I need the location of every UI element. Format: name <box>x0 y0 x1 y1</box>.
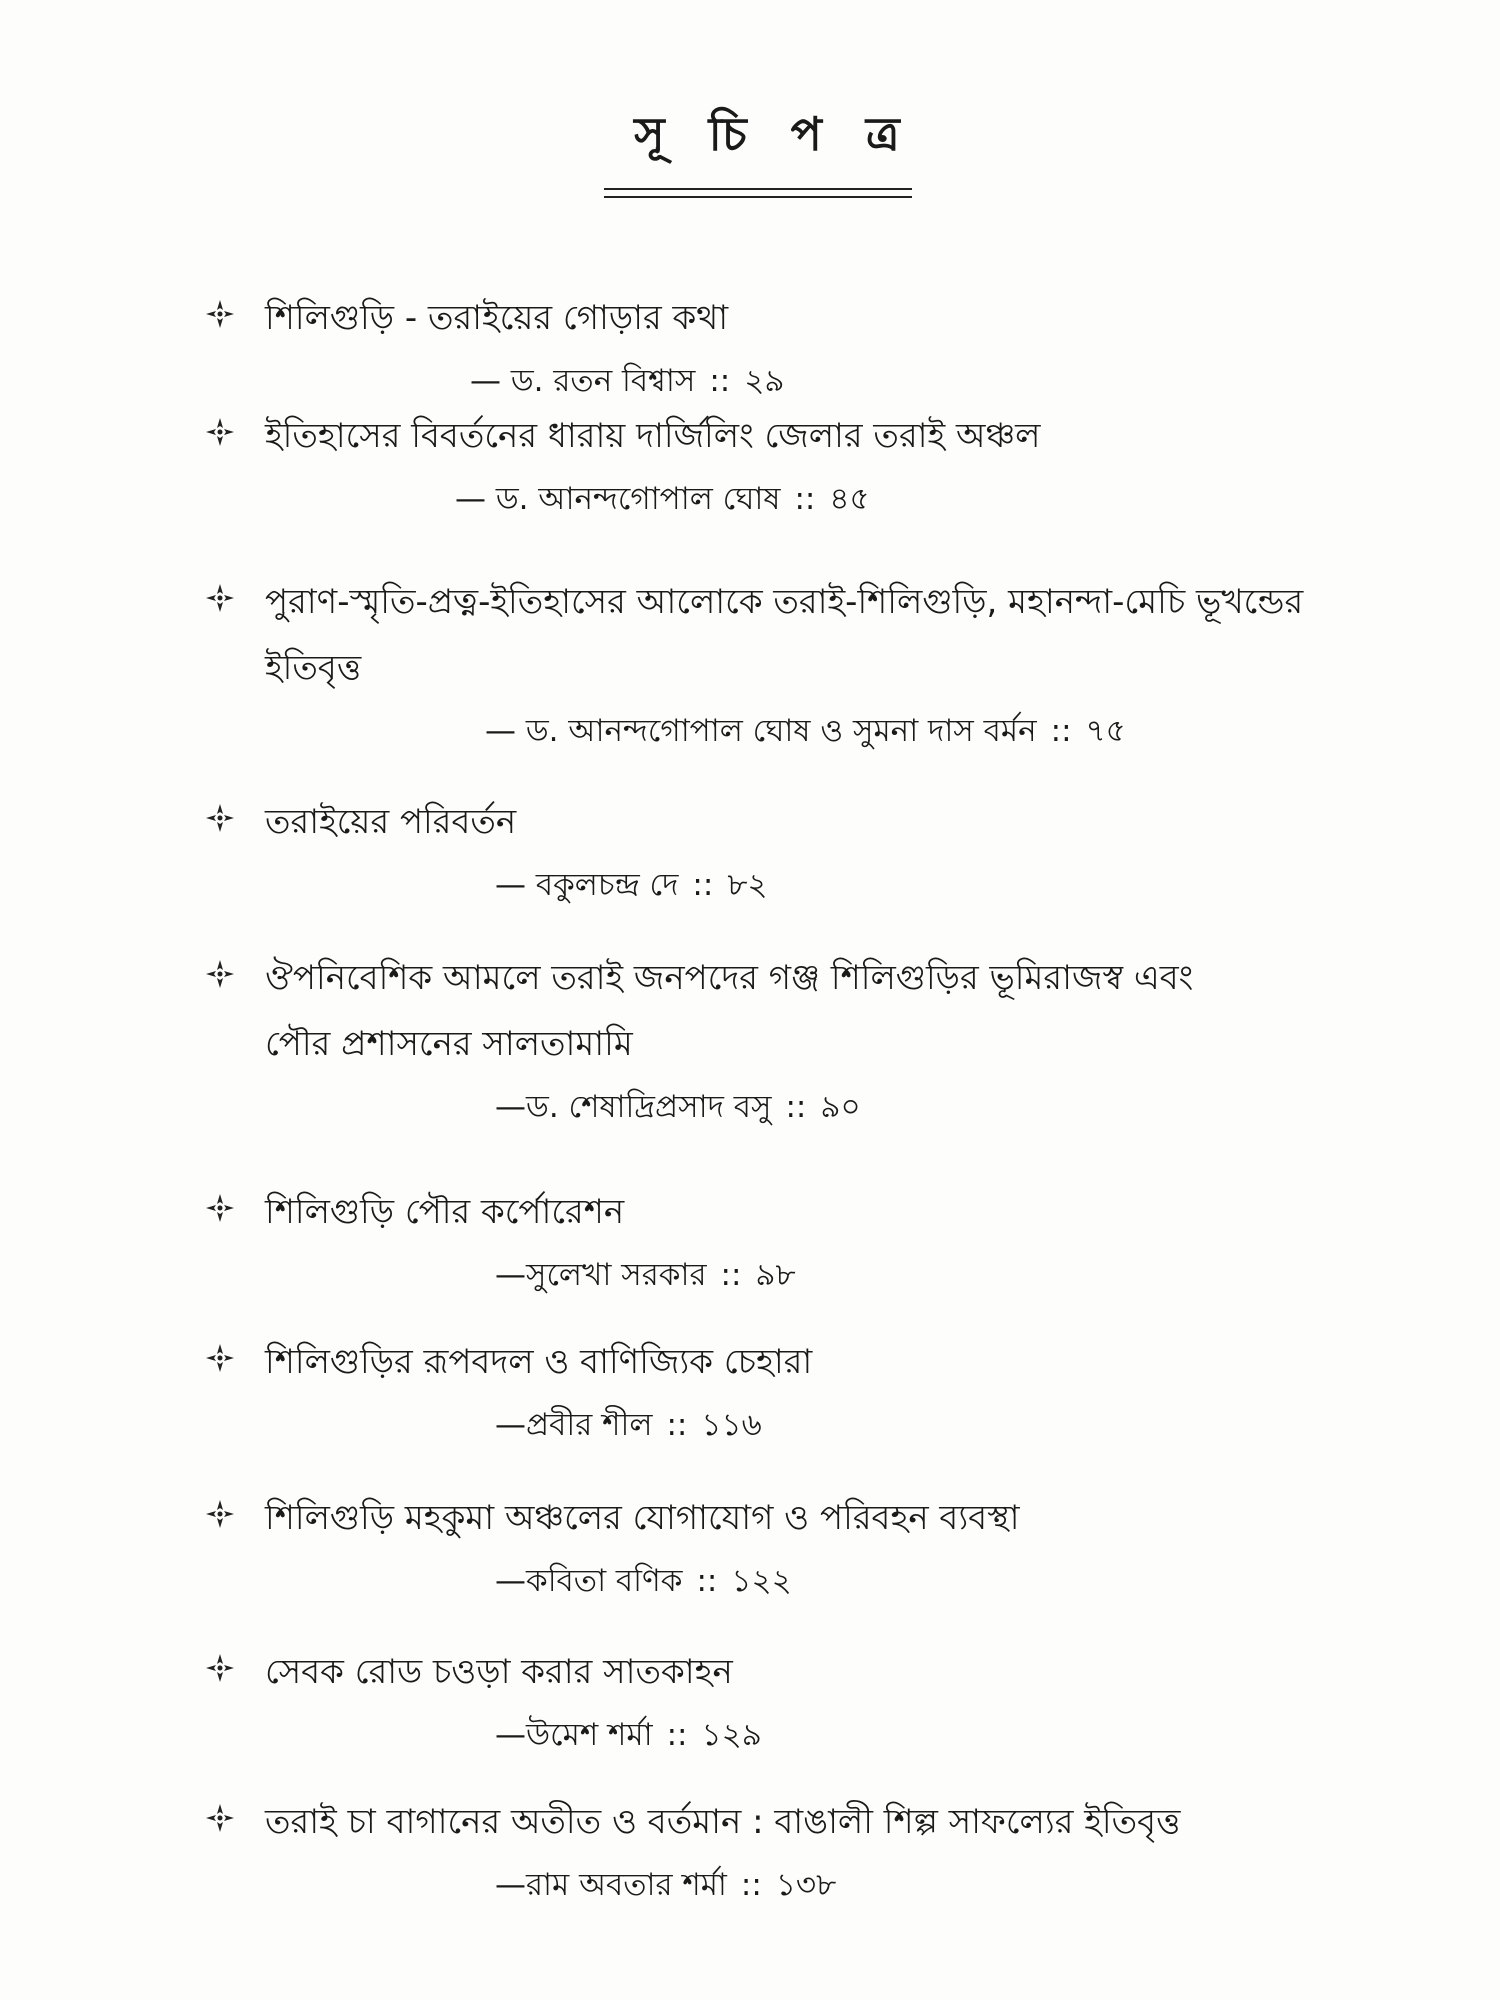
toc-entry-title: শিলিগুড়ির রূপবদল ও বাণিজ্যিক চেহারা <box>265 1342 813 1382</box>
toc-entry-page-number: ১২২ <box>731 1563 792 1599</box>
toc-entry-separator: :: <box>1050 713 1072 749</box>
page-title: সূ চি প ত্র <box>634 107 914 161</box>
toc-entry-separator: :: <box>696 1563 718 1599</box>
toc-entry-title: শিলিগুড়ি মহকুমা অঞ্চলের যোগাযোগ ও পরিবহন ব্যবস্থা <box>265 1498 1020 1538</box>
toc-entry-meta <box>265 701 1355 761</box>
toc-entry-separator: :: <box>785 1089 807 1125</box>
toc-entry-page-number: ৯০ <box>820 1089 861 1125</box>
toc-entry-separator: :: <box>709 363 731 399</box>
toc-entry <box>205 569 1355 789</box>
floret-bullet-icon <box>205 1193 235 1223</box>
toc-entry-author: —প্রবীর শীল <box>495 1407 653 1443</box>
toc-entry-meta <box>265 1551 1355 1611</box>
toc-entry <box>205 1485 1355 1639</box>
title-underline <box>604 188 912 190</box>
table-of-contents <box>205 285 1355 1929</box>
toc-entry <box>205 789 1355 945</box>
toc-entry <box>205 285 1355 403</box>
toc-entry-title: সেবক রোড চওড়া করার সাতকাহন <box>265 1652 733 1692</box>
toc-entry-author: —উমেশ শর্মা <box>495 1717 653 1753</box>
toc-entry-title: শিলিগুড়ি পৌর কর্পোরেশন <box>265 1192 625 1232</box>
toc-entry-author: —রাম অবতার শর্মা <box>495 1867 727 1903</box>
toc-entry-title: ঔপনিবেশিক আমলে তরাই জনপদের গঞ্জ শিলিগুড়ির ভূমিরাজস্ব এবং পৌর প্রশাসনের সালতামামি <box>265 958 1194 1064</box>
toc-entry-page-number: ১২৯ <box>701 1717 762 1753</box>
toc-entry-author: — ড. আনন্দগোপাল ঘোষ <box>455 481 781 517</box>
floret-bullet-icon <box>205 299 235 329</box>
toc-entry-title: তরাই চা বাগানের অতীত ও বর্তমান : বাঙালী শিল্প সাফল্যের ইতিবৃত্ত <box>265 1802 1181 1842</box>
toc-entry-author: — বকুলচন্দ্র দে <box>495 867 679 903</box>
toc-entry-page-number: ২৯ <box>744 363 785 399</box>
title-underline-double <box>604 196 912 198</box>
floret-bullet-icon <box>205 1343 235 1373</box>
toc-entry <box>205 403 1355 569</box>
toc-entry-author: —ড. শেষাদ্রিপ্রসাদ বসু <box>495 1089 772 1125</box>
toc-entry-title: শিলিগুড়ি - তরাইয়ের গোড়ার কথা <box>265 298 729 338</box>
toc-entry <box>205 1329 1355 1485</box>
toc-entry <box>205 1789 1355 1929</box>
toc-entry <box>205 945 1355 1179</box>
toc-entry-separator: :: <box>720 1257 742 1293</box>
floret-bullet-icon <box>205 1499 235 1529</box>
toc-entry-separator: :: <box>692 867 714 903</box>
toc-entry-separator: :: <box>666 1407 688 1443</box>
floret-bullet-icon <box>205 959 235 989</box>
toc-entry-title: ইতিহাসের বিবর্তনের ধারায় দার্জিলিং জেলার তরাই অঞ্চল <box>265 416 1041 456</box>
toc-entry <box>205 1179 1355 1329</box>
toc-entry-author: — ড. আনন্দগোপাল ঘোষ ও সুমনা দাস বর্মন <box>485 713 1037 749</box>
toc-entry-title: পুরাণ-স্মৃতি-প্রত্ন-ইতিহাসের আলোকে তরাই-শিলিগুড়ি, মহানন্দা-মেচি ভূখন্ডের ইতিবৃত্ত <box>265 582 1304 688</box>
toc-entry-page-number: ৮২ <box>727 867 768 903</box>
toc-entry-separator: :: <box>666 1717 688 1753</box>
toc-entry-title: তরাইয়ের পরিবর্তন <box>265 802 517 842</box>
toc-entry-meta <box>265 1077 1355 1137</box>
toc-entry-page-number: ১১৬ <box>701 1407 762 1443</box>
floret-bullet-icon <box>205 583 235 613</box>
header <box>0 100 1500 176</box>
toc-entry-meta <box>265 1245 1355 1305</box>
toc-entry-meta <box>265 469 1355 529</box>
toc-entry-page-number: ৯৮ <box>755 1257 796 1293</box>
toc-entry-meta <box>265 1705 1355 1765</box>
floret-bullet-icon <box>205 803 235 833</box>
floret-bullet-icon <box>205 417 235 447</box>
toc-entry <box>205 1639 1355 1789</box>
toc-entry-author: —সুলেখা সরকার <box>495 1257 707 1293</box>
toc-entry-author: — ড. রতন বিশ্বাস <box>470 363 696 399</box>
floret-bullet-icon <box>205 1653 235 1683</box>
toc-entry-meta <box>265 855 1355 915</box>
toc-entry-meta <box>265 351 1355 411</box>
toc-entry-page-number: ১৩৮ <box>775 1867 837 1903</box>
toc-entry-page-number: ৭৫ <box>1085 713 1126 749</box>
toc-entry-meta <box>265 1395 1355 1455</box>
toc-entry-meta <box>265 1855 1355 1915</box>
toc-entry-separator: :: <box>794 481 816 517</box>
toc-entry-author: —কবিতা বণিক <box>495 1563 683 1599</box>
toc-entry-separator: :: <box>740 1867 762 1903</box>
toc-entry-page-number: ৪৫ <box>829 481 870 517</box>
floret-bullet-icon <box>205 1803 235 1833</box>
